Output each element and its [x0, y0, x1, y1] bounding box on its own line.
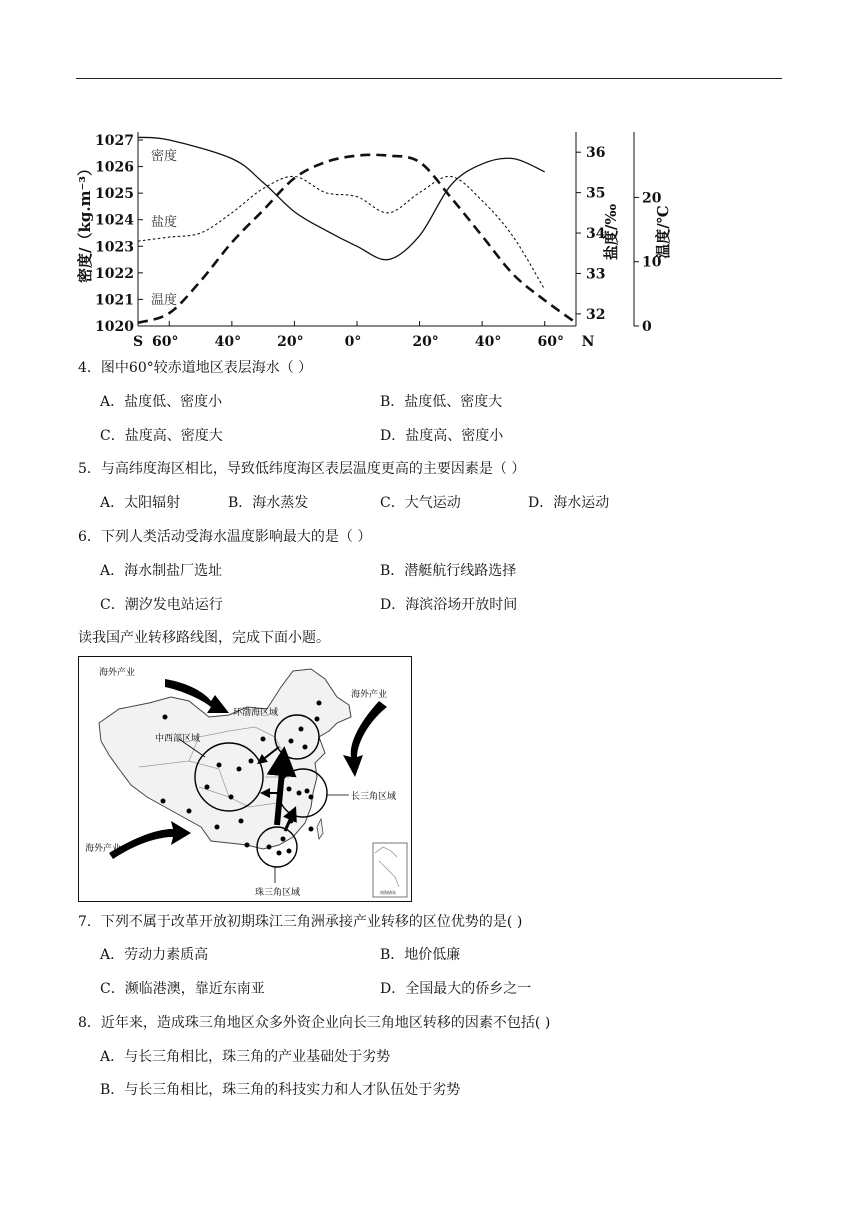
- q4-option-d[interactable]: D．盐度高、密度小: [380, 428, 504, 444]
- left-tick-label: 1024: [95, 212, 134, 229]
- q7-option-d[interactable]: D．全国最大的侨乡之一: [380, 981, 532, 997]
- salinity-tick-label: 34: [586, 226, 606, 243]
- map-label-overseas-ne: 海外产业: [351, 690, 388, 700]
- south-sea-inset: [373, 843, 407, 897]
- map-intro: 读我国产业转移路线图，完成下面小题。: [78, 630, 330, 646]
- salinity-tick-label: 32: [586, 306, 606, 323]
- temperature-tick-label: 10: [642, 254, 662, 271]
- map-label-overseas-sw: 海外产业: [85, 844, 122, 854]
- salinity-tick-label: 36: [586, 145, 606, 162]
- map-canvas: [79, 657, 410, 900]
- map-label-pearl: 珠三角区域: [255, 888, 301, 898]
- q7-option-a[interactable]: A．劳动力素质高: [100, 947, 209, 963]
- x-tick-label: 40°: [474, 334, 502, 350]
- q4-option-a[interactable]: A．盐度低、密度小: [100, 394, 223, 410]
- salinity-tick-label: 35: [586, 185, 606, 202]
- series-solid-line: [138, 137, 545, 259]
- x-tick-label: 20°: [412, 334, 439, 350]
- left-tick-label: 1027: [95, 133, 134, 149]
- china-outline: [99, 669, 351, 849]
- map-label-central-west: 中西部区域: [155, 734, 201, 744]
- q6-option-d[interactable]: D．海滨浴场开放时间: [380, 597, 518, 613]
- series-label: 密度: [150, 149, 178, 164]
- salinity-tick-label: 33: [586, 266, 606, 283]
- question-4-stem: 4．图中60°较赤道地区表层海水（ ）: [78, 360, 313, 376]
- chart-axes: [138, 132, 639, 326]
- salinity-axis-title: 盐度/‰: [602, 203, 620, 261]
- header-rule: [76, 78, 782, 79]
- left-tick-label: 1025: [95, 186, 134, 203]
- q5-option-d[interactable]: D．海水运动: [528, 495, 610, 511]
- q8-option-b[interactable]: B．与长三角相比，珠三角的科技实力和人才队伍处于劣势: [100, 1082, 461, 1098]
- q7-option-b[interactable]: B．地价低廉: [380, 947, 461, 963]
- question-8-stem: 8．近年来，造成珠三角地区众多外资企业向长三角地区转移的因素不包括( ): [78, 1015, 551, 1031]
- map-label-yangtze: 长三角区域: [351, 792, 397, 802]
- q7-option-c[interactable]: C．濒临港澳，靠近东南亚: [100, 981, 265, 997]
- left-tick-label: 1020: [95, 319, 134, 335]
- question-7-stem: 7．下列不属于改革开放初期珠江三角洲承接产业转移的区位优势的是( ): [78, 914, 523, 930]
- industry-transfer-map: [78, 656, 412, 902]
- q6-option-c[interactable]: C．潮汐发电站运行: [100, 597, 223, 613]
- q8-option-a[interactable]: A．与长三角相比，珠三角的产业基础处于劣势: [100, 1049, 391, 1065]
- series-dashed-line: [138, 155, 576, 323]
- question-5-stem: 5．与高纬度海区相比，导致低纬度海区表层温度更高的主要因素是（ ）: [78, 461, 526, 477]
- question-6-stem: 6．下列人类活动受海水温度影响最大的是（ ）: [78, 529, 372, 545]
- temperature-tick-label: 20: [642, 190, 662, 207]
- q4-option-c[interactable]: C．盐度高、密度大: [100, 428, 223, 444]
- x-tick-label: 20°: [277, 334, 304, 350]
- chart-series: [138, 137, 576, 322]
- x-tick-label: N: [581, 334, 595, 350]
- inset-label: 南海诸岛: [380, 890, 396, 895]
- left-tick-label: 1023: [95, 239, 134, 256]
- q6-option-a[interactable]: A．海水制盐厂选址: [100, 563, 223, 579]
- map-label-bohai: 环渤海区域: [233, 708, 279, 718]
- series-dotted-line: [138, 176, 545, 289]
- q5-option-c[interactable]: C．大气运动: [380, 495, 461, 511]
- temperature-tick-label: 0: [642, 319, 652, 335]
- temperature-axis-title: 温度/℃: [654, 205, 672, 259]
- chart-labels: [76, 133, 672, 350]
- series-label: 温度: [150, 293, 178, 308]
- left-tick-label: 1026: [95, 159, 134, 176]
- q5-option-b[interactable]: B．海水蒸发: [228, 495, 309, 511]
- taiwan-island: [317, 819, 323, 839]
- q5-option-a[interactable]: A．太阳辐射: [100, 495, 181, 511]
- x-tick-label: 40°: [214, 334, 242, 350]
- x-tick-label: 0°: [344, 334, 362, 350]
- left-axis-title: 密度/（kg.m⁻³）: [76, 161, 94, 283]
- x-tick-label: 60°: [537, 334, 564, 350]
- overseas-arrow-sw: [109, 821, 191, 859]
- x-tick-label: 60°: [152, 334, 179, 350]
- map-label-overseas-nw: 海外产业: [99, 668, 136, 678]
- x-tick-label: S: [132, 334, 144, 350]
- left-tick-label: 1021: [95, 292, 134, 309]
- series-label: 盐度: [150, 215, 178, 230]
- left-tick-label: 1022: [95, 265, 134, 282]
- q4-option-b[interactable]: B．盐度低、密度大: [380, 394, 503, 410]
- q6-option-b[interactable]: B．潜艇航行线路选择: [380, 563, 517, 579]
- ocean-surface-chart: [76, 122, 676, 354]
